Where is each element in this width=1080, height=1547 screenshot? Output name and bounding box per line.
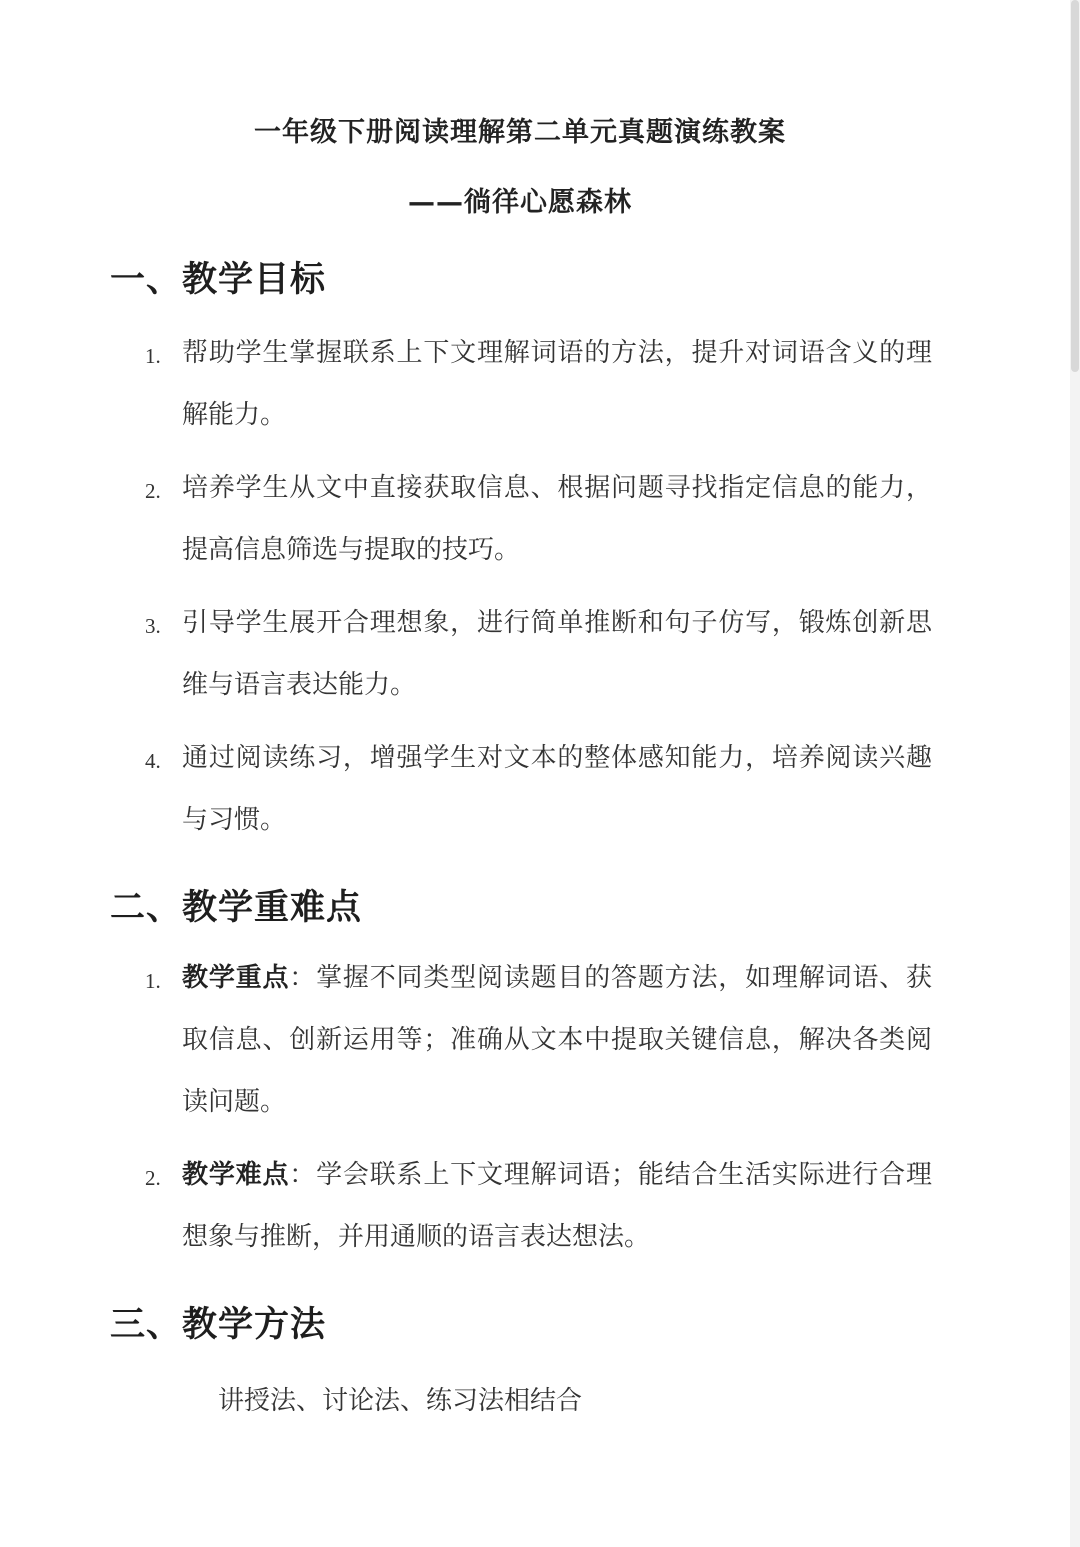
item-body: 掌握不同类型阅读题目的答题方法，如理解词语、获取信息、创新运用等；准确从文本中提取关键信息，解决各类阅读问题。 (182, 963, 932, 1117)
item-label: 教学重点 (182, 963, 290, 993)
scrollbar-track[interactable] (1070, 0, 1080, 1547)
item-separator: ： (289, 1160, 317, 1190)
list-number: 1. (145, 969, 161, 993)
document-title: 一年级下册阅读理解第二单元真题演练教案 (254, 117, 786, 148)
list-item-text: 帮助学生掌握联系上下文理解词语的方法，提升对词语含义的理解能力。 (182, 338, 932, 430)
list-item-text (182, 947, 932, 1133)
list-number: 3. (145, 614, 161, 638)
document-subtitle: ——徜徉心愿森林 (408, 187, 632, 218)
scrollbar-thumb[interactable] (1071, 0, 1079, 372)
item-label: 教学难点 (182, 1160, 290, 1190)
list-number: 2. (145, 479, 161, 503)
methods-text: 讲授法、讨论法、练习法相结合 (218, 1386, 583, 1416)
section-heading-objectives: 一、教学目标 (110, 260, 327, 300)
list-number: 1. (145, 344, 161, 368)
list-number: 4. (145, 749, 161, 773)
list-item-text: 通过阅读练习，增强学生对文本的整体感知能力，培养阅读兴趣与习惯。 (182, 743, 932, 835)
list-item-text: 培养学生从文中直接获取信息、根据问题寻找指定信息的能力，提高信息筛选与提取的技巧。 (182, 473, 932, 565)
list-number: 2. (145, 1166, 161, 1190)
item-separator: ： (289, 963, 317, 993)
list-item-text (182, 1144, 932, 1268)
section-heading-methods: 三、教学方法 (110, 1305, 327, 1345)
list-item-text: 引导学生展开合理想象，进行简单推断和句子仿写，锻炼创新思维与语言表达能力。 (182, 608, 932, 700)
item-body: 学会联系上下文理解词语；能结合生活实际进行合理想象与推断，并用通顺的语言表达想法。 (182, 1160, 932, 1252)
section-heading-key-difficult-points: 二、教学重难点 (110, 888, 363, 928)
